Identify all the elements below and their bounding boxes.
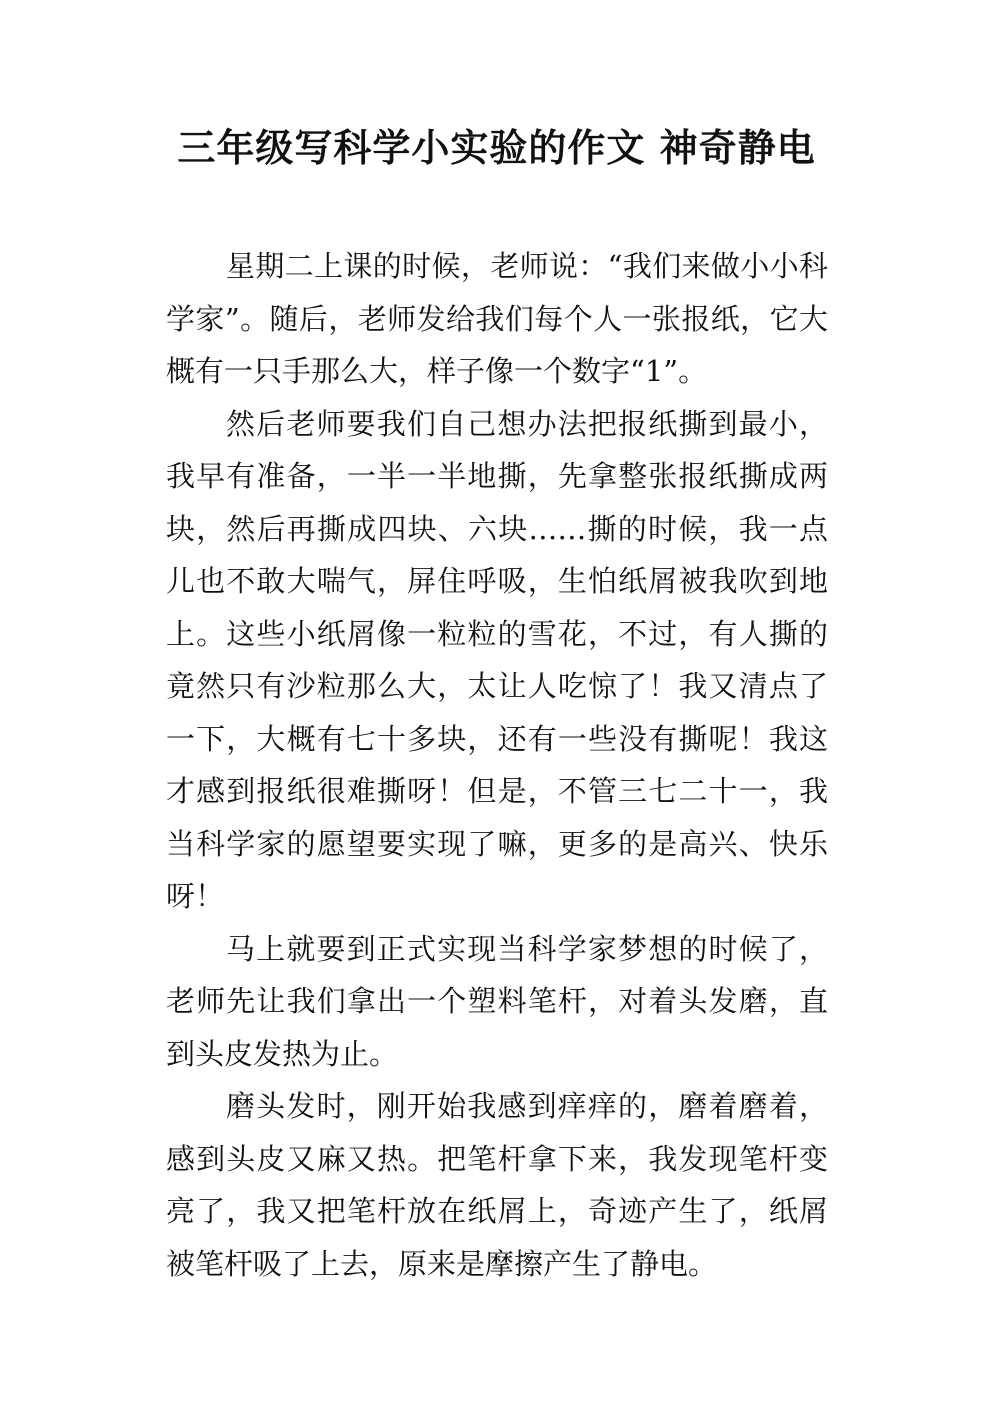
document-body [166, 240, 828, 1290]
paragraph-3: 马上就要到正式实现当科学家梦想的时候了，老师先让我们拿出一个塑料笔杆，对着头发磨，直到头皮发热为止。 [166, 931, 828, 1071]
paragraph-2: 然后老师要我们自己想办法把报纸撕到最小，我早有准备，一半一半地撕，先拿整张报纸撕成两块，然后再撕成四块、六块……撕的时候，我一点儿也不敢大喘气，屏住呼吸，生怕纸屑被我吹到地上。这些小纸屑像一粒粒的雪花，不过，有人撕的竟然只有沙粒那么大，太让人吃惊了！我又清点了一下，大概有七十多块，还有一些没有撕呢！我这才感到报纸很难撕呀！但是，不管三七二十一，我当科学家的愿望要实现了嘛，更多的是高兴、快乐呀！ [166, 406, 828, 913]
document-title: 三年级写科学小实验的作文 神奇静电 [177, 126, 816, 170]
paragraph-1: 星期二上课的时候，老师说：“我们来做小小科学家”。随后，老师发给我们每个人一张报纸，它大概有一只手那么大，样子像一个数字“1”。 [166, 249, 828, 388]
paragraph-4: 磨头发时，刚开始我感到痒痒的，磨着磨着，感到头皮又麻又热。把笔杆拿下来，我发现笔杆变亮了，我又把笔杆放在纸屑上，奇迹产生了，纸屑被笔杆吸了上去，原来是摩擦产生了静电。 [166, 1089, 828, 1281]
